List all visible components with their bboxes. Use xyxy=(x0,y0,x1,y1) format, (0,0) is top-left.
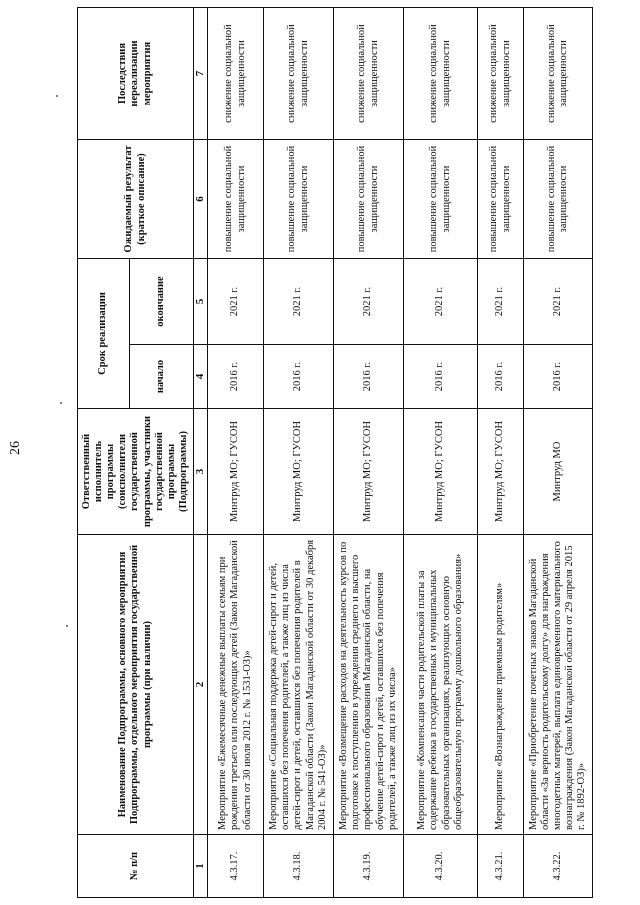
executor: Минтруд МО; ГУСОН xyxy=(334,409,404,535)
row-number: 4.3.19. xyxy=(334,835,404,898)
expected-result: повышение социальной защищенности xyxy=(208,140,264,259)
measure-name: Мероприятие «Социальная поддержка детей-сирот и детей, оставшихся без попечения родителей, а также лиц из числа детей-сирот и детей, оставшихся без попечения родителей в Магаданской области (Закон Магаданской области от 30 декабря 2004 г. № 541-ОЗ)» xyxy=(264,535,334,835)
start-year: 2016 г. xyxy=(334,345,404,409)
end-year: 2021 г. xyxy=(264,259,334,345)
start-year: 2016 г. xyxy=(404,345,478,409)
measure-name: Мероприятие «Вознаграждение приемным родителям» xyxy=(478,535,524,835)
row-number: 4.3.17. xyxy=(208,835,264,898)
executor: Минтруд МО xyxy=(524,409,593,535)
start-year: 2016 г. xyxy=(524,345,593,409)
consequences: снижение социальной защищенности xyxy=(334,8,404,140)
consequences: снижение социальной защищенности xyxy=(404,8,478,140)
end-year: 2021 г. xyxy=(524,259,593,345)
measure-name: Мероприятие «Возмещение расходов на деятельность курсов по подготовке к поступлению в учреждения среднего и высшего профессионального образования Магаданской области, на обучение детей-сирот и детей, оставшихся без попечения родителей, а также лиц из их числа» xyxy=(334,535,404,835)
consequences: снижение социальной защищенности xyxy=(208,8,264,140)
header-result: Ожидаемый результат (краткое описание) xyxy=(78,140,194,259)
expected-result: повышение социальной защищенности xyxy=(524,140,593,259)
end-year: 2021 г. xyxy=(478,259,524,345)
table-row xyxy=(524,8,593,898)
expected-result: повышение социальной защищенности xyxy=(334,140,404,259)
row-number: 4.3.20. xyxy=(404,835,478,898)
header-term: Срок реализации xyxy=(78,259,130,409)
executor: Минтруд МО; ГУСОН xyxy=(478,409,524,535)
column-number: 2 xyxy=(194,535,208,835)
executor: Минтруд МО; ГУСОН xyxy=(264,409,334,535)
measure-name: Мероприятие «Приобретение почетных знаков Магаданской области «За верность родительскому долгу» для награждения многодетных матерей, выплата единовременного материального вознаграждения (Закон Магаданской области от 29 апреля 2015 г. № 1892-ОЗ)» xyxy=(524,535,593,835)
rotated-table-container xyxy=(77,8,588,898)
consequences: снижение социальной защищенности xyxy=(524,8,593,140)
start-year: 2016 г. xyxy=(264,345,334,409)
executor: Минтруд МО; ГУСОН xyxy=(208,409,264,535)
scan-speck xyxy=(56,95,58,97)
column-number: 1 xyxy=(194,835,208,898)
start-year: 2016 г. xyxy=(478,345,524,409)
table-row xyxy=(264,8,334,898)
row-number: 4.3.21. xyxy=(478,835,524,898)
scan-speck xyxy=(60,402,62,404)
column-number: 5 xyxy=(194,259,208,345)
header-consequences: Последствия нереализации мероприятия xyxy=(78,8,194,140)
column-number: 3 xyxy=(194,409,208,535)
executor: Минтруд МО; ГУСОН xyxy=(404,409,478,535)
program-measures-table xyxy=(77,7,593,898)
table-row xyxy=(404,8,478,898)
consequences: снижение социальной защищенности xyxy=(264,8,334,140)
header-start: начало xyxy=(130,345,194,409)
row-number: 4.3.22. xyxy=(524,835,593,898)
measure-name: Мероприятие «Ежемесячные денежные выплаты семьям при рождении третьего или последующих детей (Закон Магаданской области от 30 июля 2012 г. № 1531-ОЗ)» xyxy=(208,535,264,835)
start-year: 2016 г. xyxy=(208,345,264,409)
column-number: 7 xyxy=(194,8,208,140)
table-row xyxy=(208,8,264,898)
page-number: 26 xyxy=(8,441,23,455)
column-number: 4 xyxy=(194,345,208,409)
expected-result: повышение социальной защищенности xyxy=(478,140,524,259)
expected-result: повышение социальной защищенности xyxy=(264,140,334,259)
header-end: окончание xyxy=(130,259,194,345)
header-num: № п/п xyxy=(78,835,194,898)
column-number-row xyxy=(194,8,208,898)
table-row xyxy=(478,8,524,898)
end-year: 2021 г. xyxy=(334,259,404,345)
expected-result: повышение социальной защищенности xyxy=(404,140,478,259)
measure-name: Мероприятие «Компенсация части родительской платы за содержание ребенка в государственных и муниципальных образовательных организациях, реализующих основную общеобразовательную программу дошкольного образования» xyxy=(404,535,478,835)
consequences: снижение социальной защищенности xyxy=(478,8,524,140)
column-number: 6 xyxy=(194,140,208,259)
header-executor: Ответственный исполнитель программы (соисполнители государственной программы, участники государственной программы (Подпрограммы) xyxy=(78,409,194,535)
scan-speck xyxy=(66,625,68,627)
end-year: 2021 г. xyxy=(404,259,478,345)
table-row xyxy=(334,8,404,898)
end-year: 2021 г. xyxy=(208,259,264,345)
header-name: Наименование Подпрограммы, основного мероприятия Подпрограммы, отдельного мероприятия государственной программы (при наличии) xyxy=(78,535,194,835)
row-number: 4.3.18. xyxy=(264,835,334,898)
